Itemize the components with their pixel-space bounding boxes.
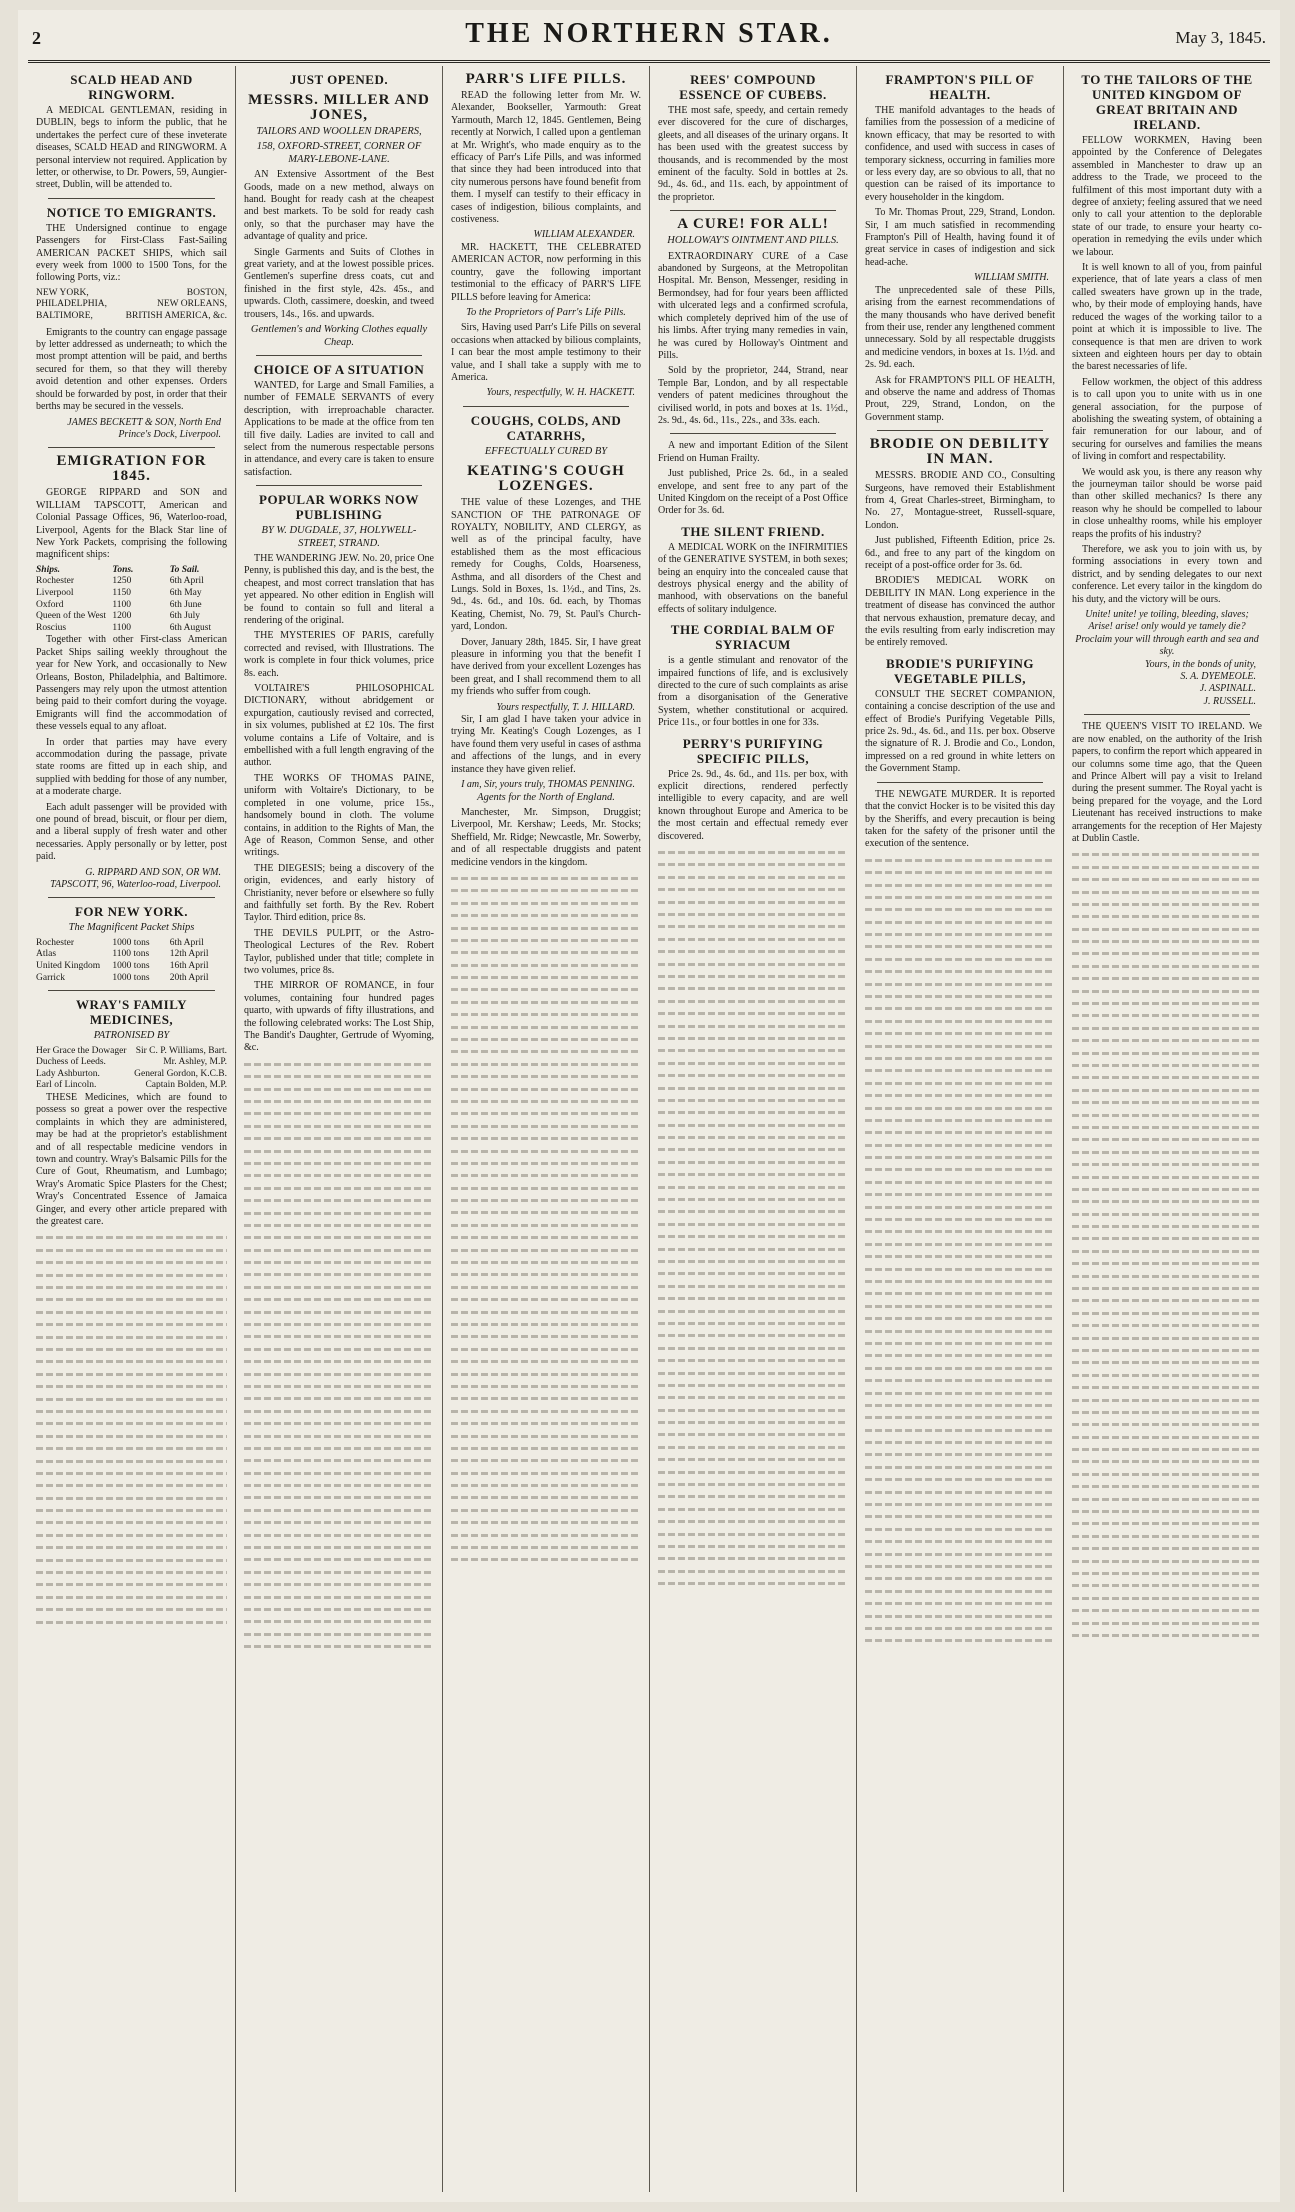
ad-coughs-heading: COUGHS, COLDS, AND CATARRHS, [470, 412, 622, 443]
ad-emigration-body-2: Together with other First-class American Packet Ships sailing weekly throughout the year for New York, and occasionally to New Orleans, Boston, Philadelphia, and Baltimore. Passengers may rely upon the utmost attention being paid to their comfort during the voyage. Emigrants will find the accommodation of these vessels equal to any afloat. [36, 634, 227, 733]
ports-list [36, 288, 227, 323]
ad-emigration-body-4: Each adult passenger will be provided with one pound of bread, biscuit, or flour per diem, and a liberal supply of fresh water and other necessaries. Apply personally or by letter, post paid. [36, 801, 227, 863]
poem-line: Arise! arise! only would ye tamely die? [1088, 621, 1246, 633]
news-queens-visit: THE QUEEN'S VISIT TO IRELAND. We are now enabled, on the authority of the Irish papers, to confirm the report which appeared in our columns some time ago, that the Queen and Prince Albert will pay a visit to Ireland during the present summer. The Royal yacht is being prepared for the voyage, and the Lord Lieutenant has received instructions to make arrangements for the reception of Her Majesty at Dublin Castle. [1072, 721, 1262, 844]
ad-miller-jones-body-2: Single Garments and Suits of Clothes in great variety, and at the lowest possible prices. Gentlemen's superfine dress coats, cut and finished in the first style, 42s. 45s., and upwards. Cloth, cassimere, doeskin, and tweed trousers, 14s., 16s. and upwards. [244, 246, 434, 320]
column-1-continuation [36, 1231, 227, 1628]
ad-perrys-pills-body: Price 2s. 9d., 4s. 6d., and 11s. per box, with explicit directions, rendered perfectly intelligible to every capacity, and are well known throughout Europe and America to be the most certain and effectual remedy ever discovered. [658, 768, 848, 842]
ad-situation-body: WANTED, for Large and Small Families, a number of FEMALE SERVANTS of every description, with irreproachable character. Applications to be made at the office from ten till five daily. Ladies are invited to call and select from the numerous respectable persons in attendance, and every care is taken to ensure satisfaction. [244, 379, 434, 478]
ad-tailors-body-4: We would ask you, is there any reason why the journeyman tailor should be worse paid than other skilled mechanics? Is there any reason why he should be compelled to labour in close unhealthy rooms, while his employer reaps the profits of his industry? [1072, 466, 1262, 540]
column-3-continuation [451, 872, 641, 1566]
page-number: 2 [32, 28, 41, 48]
ad-rees-cubebs-body: THE most safe, speedy, and certain remedy ever discovered for the cure of discharges, gleets, and all diseases of the urinary organs. It has been used with the greatest success by thousands, and is recommended by the most eminent of the faculty. Sold in bottles at 2s. 9d., 4s. 6d., and 11s. each, by appointment of the proprietor. [658, 105, 848, 203]
ad-emigrants-heading: NOTICE TO EMIGRANTS. [46, 204, 217, 220]
ad-wrays-subheading: PATRONISED BY [93, 1030, 170, 1042]
ship-row: Queen of the West 1200 6th July [36, 611, 201, 622]
ad-popular-works-body-2: THE MYSTERIES OF PARIS, carefully corrected and revised, with Illustrations. The work is complete in four thick volumes, price 8s. each. [244, 630, 434, 679]
packet-row: Rochester 1000 tons 6th April [36, 937, 204, 948]
ad-frampton-body-3: The unprecedented sale of these Pills, arising from the earnest recommendations of the many thousands who have derived benefit from their use, render any lengthened comment unnecessary. Sold by all respectable druggists and medicine vendors, in boxes at 1s. 1½d. and 2s. 9d. each. [865, 284, 1055, 371]
ad-popular-works-body-3: VOLTAIRE'S PHILOSOPHICAL DICTIONARY, without abridgement or expurgation, cautiously revised and corrected, in six volumes, published at £2 10s. The first volume contains a Life of Voltaire, and is embellished with a full length engraving of the author. [244, 683, 434, 769]
newspaper-title: THE NORTHERN STAR. [465, 18, 833, 49]
packet-row: Atlas 1100 tons 12th April [36, 949, 209, 960]
divider [48, 897, 215, 898]
ad-hackett-signature: Yours, respectfully, W. H. HACKETT. [486, 387, 635, 399]
ad-popular-works-body-4: THE WORKS OF THOMAS PAINE, uniform with Voltaire's Dictionary, to be completed in one volume, price 15s., handsomely bound in cloth. The volume contains, in addition to the Rights of Man, the Age of Reason, Common Sense, and other writings. [244, 772, 434, 859]
newspaper-page [18, 10, 1280, 2202]
divider [256, 485, 422, 486]
ad-tailors-heading: TO THE TAILORS OF THE UNITED KINGDOM OF GREAT BRITAIN AND IRELAND. [1081, 72, 1253, 132]
patron-row: Duchess of Leeds. Mr. Ashley, M.P. [36, 1057, 227, 1068]
column-3 [442, 66, 649, 2192]
signer: J. RUSSELL. [1203, 695, 1256, 707]
column-4 [649, 66, 856, 2192]
ad-keatings-title: KEATING'S COUGH LOZENGES. [467, 463, 625, 495]
column-5 [856, 66, 1063, 2192]
divider [877, 430, 1043, 431]
ad-miller-jones-subtitle: TAILORS AND WOOLLEN DRAPERS, [256, 126, 422, 137]
ad-brodie-pills-body: CONSULT THE SECRET COMPANION, containing a concise description of the use and effect of Brodie's Purifying Vegetable Pills, price 2s. 9d., 4s. 6d., and 11s. per box. Observe the signature of R. J. Brodie and Co., London, impressed on a red ground in white letters on the Government Stamp. [865, 688, 1055, 775]
column-6-continuation [1072, 848, 1262, 1641]
ad-brodie-heading: BRODIE ON DEBILITY IN MAN. [869, 436, 1051, 468]
ad-keatings-body-3: Sir, I am glad I have taken your advice in trying Mr. Keating's Cough Lozenges, as I have found them very useful in cases of asthma and affections of the lungs, and in every instance they have given relief. [451, 714, 641, 775]
patron-row: Her Grace the Dowager Sir C. P. Williams, Bart. [36, 1045, 227, 1056]
column-2-continuation [244, 1058, 434, 1653]
ad-emigrants-body-2: Emigrants to the country can engage passage by letter addressed as underneath; to which the most prompt attention will be paid, and berths secured for them, so that they will thereby avoid detention and other expenses. Orders should be forwarded by post, in order that their berths may be secured in the vessels. [36, 326, 227, 413]
ad-scald-head-heading: SCALD HEAD AND RINGWORM. [70, 72, 193, 102]
ports-row: PHILADELPHIA, NEW ORLEANS, [36, 299, 227, 310]
ad-keatings-body-2: Dover, January 28th, 1845. Sir, I have great pleasure in informing you that the benefit I have derived from your excellent Lozenges has been great, and I shall recommend them to all my friends who suffer from cough. [451, 636, 641, 698]
masthead [28, 16, 1270, 63]
ad-popular-works-body-5: THE DIEGESIS; being a discovery of the origin, evidences, and early history of Christianity, never before or elsewhere so fully and faithfully set forth. By the Rev. Robert Taylor. Third edition, price 8s. [244, 862, 434, 924]
signer: S. A. DYEMEOLE. [1180, 671, 1256, 683]
packet-row: United Kingdom 1000 tons 16th April [36, 961, 209, 972]
ports-row: BALTIMORE, BRITISH AMERICA, &c. [36, 311, 227, 322]
ports-row: NEW YORK, BOSTON, [36, 287, 227, 298]
ad-keatings-agents-heading: Agents for the North of England. [477, 791, 615, 803]
ad-keatings-signature: Yours respectfully, T. J. HILLARD. [496, 701, 635, 713]
ad-brodie-body-3: BRODIE'S MEDICAL WORK on DEBILITY IN MAN. Long experience in the treatment of disease has convinced the author that nervous exhaustion, premature decay, and the evils resulting from early indiscretion may be entirely removed. [865, 575, 1055, 649]
ad-silent-friend-intro: A new and important Edition of the Silent Friend on Human Frailty. [658, 440, 848, 464]
news-newgate-murder: THE NEWGATE MURDER. It is reported that the convict Hocker is to be visited this day by the Sheriffs, and every precaution is being taken for the safety of the prisoner until the execution of the sentence. [865, 788, 1055, 850]
column-4-continuation [658, 846, 848, 1589]
ad-popular-works-body: THE WANDERING JEW. No. 20, price One Penny, is published this day, and is the best, the cheapest, and most correct translation that has yet appeared. No other edition in English will be found to contain so full and literal a rendering of the original. [244, 552, 434, 626]
ad-cordial-balm-body: is a gentle stimulant and renovator of the impaired functions of life, and is exclusively directed to the cure of such complaints as arise from a disorganisation of the Generative System, whether constitutional or acquired. Price 11s., or four bottles in one for 33s. [658, 655, 848, 729]
ad-parrs-pills-signature: WILLIAM ALEXANDER. [533, 229, 635, 241]
divider [877, 782, 1043, 783]
ad-hackett-body-2: Sirs, Having used Parr's Life Pills on several occasions when attacked by bilious complaints, I can bear the most ample testimony to their value, and I shall take a supply with me to America. [451, 322, 641, 383]
divider [256, 355, 422, 356]
column-1 [28, 66, 235, 2192]
poem-line: Proclaim your will through earth and sea and sky. [1075, 633, 1259, 658]
divider [48, 198, 215, 199]
poem-line: Unite! unite! ye toiling, bleeding, slaves; [1085, 609, 1249, 621]
ad-miller-jones-address: 158, OXFORD-STREET, CORNER OF MARY-LEBONE-LANE. [256, 141, 422, 165]
ad-emigrants-signature: JAMES BECKETT & SON, North End Prince's Dock, Liverpool. [67, 416, 221, 440]
ad-holloway-body-2: Sold by the proprietor, 244, Strand, near Temple Bar, London, and by all respectable venders of patent medicines throughout the civilised world, in pots and boxes at 1s. 1½d., 2s. 9d., 4s. 6d., 11s., 22s., and 33s. each. [658, 365, 848, 426]
ad-hackett-subheading: To the Proprietors of Parr's Life Pills. [466, 306, 626, 318]
ad-popular-works-subheading: BY W. DUGDALE, 37, HOLYWELL-STREET, STRAND. [261, 525, 417, 549]
ad-emigration-heading: EMIGRATION FOR 1845. [56, 453, 207, 485]
ship-table-header: Ships. Tons. To Sail. [36, 564, 200, 575]
ship-row: Rochester 1250 6th April [36, 576, 204, 587]
issue-date: May 3, 1845. [1175, 28, 1266, 47]
ad-scald-head-body: A MEDICAL GENTLEMAN, residing in DUBLIN, begs to inform the public, that he undertakes the perfect cure of these inveterate diseases, SCALD HEAD and RINGWORM. A personal interview not required. Application by letter, or otherwise, to Dr. Powers, 59, Aungier-street, Dublin, will be attended to. [36, 105, 227, 191]
divider [463, 406, 629, 407]
ad-hackett-body: MR. HACKETT, THE CELEBRATED AMERICAN ACTOR, now performing in this country, gave the following important testimonial to the efficacy of PARR'S LIFE PILLS before leaving for America: [451, 241, 641, 303]
divider [48, 447, 215, 448]
patron-row: Lady Ashburton. General Gordon, K.C.B. [36, 1068, 227, 1079]
ad-tailors-body-2: It is well known to all of you, from painful experience, that of late years a class of men called sweaters have grown up in the trade, who, by their mode of employing hands, have reduced the wages of the working tailor to a point at which it is impossible to live. The consequence is that men are driven to work sixteen and eighteen hours per day to obtain the barest necessaries of life. [1072, 262, 1262, 373]
ad-emigration-body-3: In order that parties may have every accommodation during the passage, private state rooms are fitted up in each ship, and supplied with bedding for those of any number, at a moderate charge. [36, 736, 227, 798]
columns [28, 66, 1270, 2192]
ad-coughs-subheading: EFFECTUALLY CURED BY [484, 445, 608, 457]
ad-keatings-body-4: Manchester, Mr. Simpson, Druggist; Liverpool, Mr. Kershaw; Leeds, Mr. Stocks; Sheffield, Mr. Ridge; Newcastle, Mr. Sowerby, and of all respectable druggists and patent medicine vendors in the kingdom. [451, 806, 641, 868]
ad-miller-jones-body: AN Extensive Assortment of the Best Goods, made on a new method, always on hand. Bought for ready cash at the cheapest and best markets. To be sold for ready cash only, so that the purchaser may have the advantage of quality and price. [244, 169, 434, 243]
ad-just-opened-heading: JUST OPENED. [289, 72, 389, 87]
ad-emigrants-body: THE Undersigned continue to engage Passengers for First-Class Fast-Sailing AMERICAN PACKET SHIPS, which sail every week from 1000 to 1500 Tons, for the following Ports, viz.: [36, 222, 227, 284]
divider [670, 433, 836, 434]
divider [1084, 714, 1250, 715]
ad-keatings-signature-2: I am, Sir, yours truly, THOMAS PENNING. [461, 779, 635, 791]
ad-frampton-signature: WILLIAM SMITH. [974, 272, 1049, 284]
ad-keatings-body: THE value of these Lozenges, and THE SANCTION OF THE PATRONAGE OF ROYALTY, NOBILITY, AND CLERGY, as well as of the principal faculty, have established them as the most efficacious remedy for Coughs, Colds, Hoarseness, Asthma, and all disorders of the Chest and Lungs. Sold in Boxes, 1s. 1½d., and Tins, 2s. 9d., 4s. 6d., and 10s. 6d. each, by Thomas Keating, Chemist, No. 79, St. Paul's Church-yard, London. [451, 497, 641, 633]
ad-popular-works-body-7: THE MIRROR OF ROMANCE, in four volumes, containing four hundred pages quarto, with upwards of fifty illustrations, and the following celebrated works: The Lost Ship, The Bandit's Daughter, Gertrude of Wyoming, &c. [244, 980, 434, 1054]
ad-parrs-pills-heading: PARR'S LIFE PILLS. [465, 71, 627, 87]
packet-row: Garrick 1000 tons 20th April [36, 972, 209, 983]
patron-row: Earl of Lincoln. Captain Bolden, M.P. [36, 1080, 227, 1091]
ad-frampton-body-4: Ask for FRAMPTON'S PILL OF HEALTH, and observe the name and address of Thomas Prout, 229, Strand, London, on the Government stamp. [865, 374, 1055, 423]
ad-wrays-body: THESE Medicines, which are found to possess so great a power over the respective complaints in which they are administered, may be had at the proprietor's establishment and of all respectable medicine vendors in town and country. Wray's Balsamic Pills for the Cure of Gout, Rheumatism, and Lumbago; Wray's Aromatic Spice Plasters for the Chest; Wray's Concentrated Essence of Jamaica Ginger, and every other article prepared with the greatest care. [36, 1092, 227, 1228]
ship-row: Oxford 1100 6th June [36, 599, 202, 610]
ad-rees-cubebs-heading: REES' COMPOUND ESSENCE OF CUBEBS. [679, 72, 827, 102]
ad-emigration-signature: G. RIPPARD AND SON, OR WM. TAPSCOTT, 96, Waterloo-road, Liverpool. [50, 866, 221, 891]
ad-new-york-heading: FOR NEW YORK. [74, 904, 189, 920]
column-6 [1063, 66, 1270, 2192]
ad-cordial-balm-heading: THE CORDIAL BALM OF SYRIACUM [670, 622, 836, 653]
ad-tailors-body: FELLOW WORKMEN, Having been appointed by the Conference of Delegates assembled in Manchester to draw up an address to the Trade, we proceed to the fulfilment of this most important duty with a degree of anxiety; feeling assured that we need only to call your attention to the deplorable state of our trade, to ensure your hearty co-operation in remedying the evils under which we labour. [1072, 135, 1262, 258]
ad-frampton-body: THE manifold advantages to the heads of families from the possession of a medicine of known efficacy, that may be resorted to with confidence, and used with success in cases of temporary sickness, occurring in families more or less every day, are so obvious to all, that no question can be raised of its importance to every householder in the kingdom. [865, 105, 1055, 203]
signer: J. ASPINALL. [1199, 683, 1256, 695]
ad-holloway-subheading: HOLLOWAY'S OINTMENT AND PILLS. [667, 235, 839, 247]
ad-parrs-pills-body: READ the following letter from Mr. W. Alexander, Bookseller, Yarmouth: Great Yarmouth, March 12, 1845. Gentlemen, Being recently at Norwich, I called upon a gentleman at Mr. Wright's, who made enquiry as to the efficacy of Parr's Life Pills, and was informed that since they had been introduced into that city numerous persons have found benefit from them. I myself can testify to their efficacy in cases of indigestion, bilious complaints, and costiveness. [451, 90, 641, 226]
divider [670, 210, 836, 211]
ad-tailors-closing: Yours, in the bonds of unity, [1144, 658, 1256, 670]
ad-tailors-body-3: Fellow workmen, the object of this address is to call upon you to unite with us in one general association, for the purpose of abolishing the sweating system, of obtaining a fair remuneration for our labour, and of securing for ourselves and families the means of living in comfort and respectability. [1072, 376, 1262, 463]
ship-row: Roscius 1100 6th August [36, 622, 212, 633]
divider [48, 990, 215, 991]
ad-brodie-body-2: Just published, Fifteenth Edition, price 2s. 6d., and free to any part of the kingdom on receipt of a post-office order for 3s. 6d. [865, 535, 1055, 571]
ad-perrys-pills-heading: PERRY'S PURIFYING SPECIFIC PILLS, [682, 735, 824, 766]
ad-tailors-body-5: Therefore, we ask you to join with us, by forming associations in every town and district, and by sending delegates to our next conference. Let every tailor in the kingdom do his duty, and the victory will be ours. [1072, 544, 1262, 605]
ad-miller-jones-title: MESSRS. MILLER AND JONES, [248, 92, 430, 123]
ad-wrays-heading: WRAY'S FAMILY MEDICINES, [75, 997, 188, 1028]
ad-silent-friend-body: A MEDICAL WORK on the INFIRMITIES of the GENERATIVE SYSTEM, in both sexes; being an enquiry into the concealed cause that destroys physical energy and the ability of manhood, with observations on the baneful effects of solitary indulgence. [658, 541, 848, 615]
ad-brodie-body: MESSRS. BRODIE AND CO., Consulting Surgeons, have removed their Establishment from 4, Great Charles-street, Birmingham, to No. 27, Montague-street, Russell-square, London. [865, 470, 1055, 531]
ad-silent-friend-price: Just published, Price 2s. 6d., in a sealed envelope, and sent free to any part of the United Kingdom on the receipt of a Post Office Order for 3s. 6d. [658, 468, 848, 517]
ship-row: Liverpool 1150 6th May [36, 587, 202, 598]
ad-situation-heading: CHOICE OF A SITUATION [253, 361, 425, 377]
ad-holloway-body: EXTRAORDINARY CURE of a Case abandoned by Surgeons, at the Metropolitan Hospital. Mr. Benson, Messenger, residing in Bermondsey, had for four years been afflicted with ulcerated legs and a confirmed scrofula, which completely deprived him of the use of his limbs. After trying many remedies in vain, he was cured by Holloway's Ointment and Pills. [658, 250, 848, 361]
ad-frampton-heading: FRAMPTON'S PILL OF HEALTH. [885, 72, 1035, 102]
ad-popular-works-heading: POPULAR WORKS NOW PUBLISHING [259, 492, 419, 523]
ad-silent-friend-heading: THE SILENT FRIEND. [681, 523, 825, 539]
ad-popular-works-body-6: THE DEVILS PULPIT, or the Astro-Theological Lectures of the Rev. Robert Taylor, published under that title; complete in two volumes, price 8s. [244, 927, 434, 976]
ad-cure-for-all-heading: A CURE! FOR ALL! [677, 216, 829, 233]
column-5-continuation [865, 854, 1055, 1647]
ad-brodie-pills-heading: BRODIE'S PURIFYING VEGETABLE PILLS, [885, 655, 1035, 686]
poem [1072, 609, 1262, 659]
ad-new-york-subheading: The Magnificent Packet Ships [68, 922, 195, 934]
column-2 [235, 66, 442, 2192]
ad-miller-jones-note: Gentlemen's and Working Clothes equally Cheap. [250, 324, 428, 348]
ad-emigration-body: GEORGE RIPPARD and SON and WILLIAM TAPSCOTT, American and Colonial Passage Offices, 96, Waterloo-road, Liverpool, Agents for the Black Star line of New York Packets, comprising the following magnificent ships: [36, 487, 227, 561]
ad-frampton-body-2: To Mr. Thomas Prout, 229, Strand, London. Sir, I am much satisfied in recommending Frampton's Pill of Health, having found it of great service in cases of indigestion and sick head-ache. [865, 207, 1055, 268]
